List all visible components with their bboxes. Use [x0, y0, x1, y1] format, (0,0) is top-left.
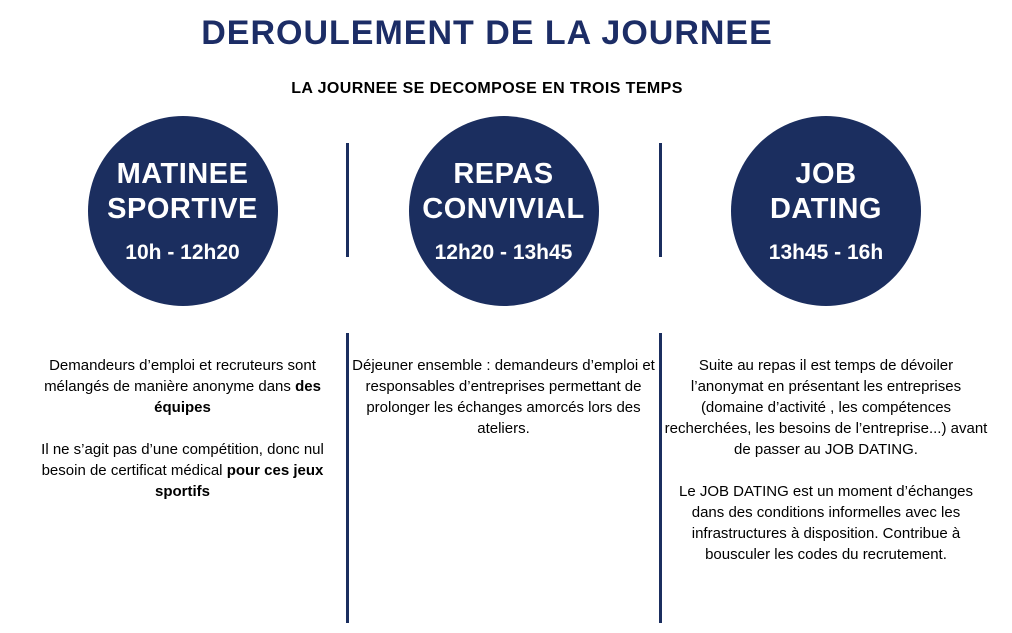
circle-title	[770, 157, 882, 228]
paragraph-bold-text: pour ces jeux sportifs	[154, 462, 324, 500]
circle-matinee-sportive	[88, 116, 278, 306]
circle-time: 13h45 - 16h	[768, 241, 884, 265]
circle-time: 12h20 - 13h45	[434, 241, 573, 265]
description-matinee-sportive	[20, 355, 345, 502]
paragraph-bold-text: des équipes	[154, 378, 321, 416]
divider-2-lower	[659, 333, 662, 623]
circle-title-line1: MATINEE	[116, 157, 249, 190]
column-matinee-sportive	[20, 116, 345, 502]
page-title: DEROULEMENT DE LA JOURNEE	[201, 14, 773, 52]
circle-repas-convivial	[409, 116, 599, 306]
circle-title-line1: REPAS	[453, 157, 554, 190]
paragraph	[20, 355, 345, 418]
paragraph-text: Déjeuner ensemble : demandeurs d’emploi et responsables d’entreprises permettant de prolonger les échanges amorcés lors des ateliers.	[352, 357, 655, 437]
circle-title-line2: SPORTIVE	[107, 193, 258, 225]
paragraph-text: Demandeurs d’emploi et recruteurs sont mélangés de manière anonyme dans	[44, 357, 316, 395]
paragraph	[20, 439, 345, 502]
header	[0, 0, 974, 98]
circle-title-line2: CONVIVIAL	[422, 193, 585, 225]
paragraph	[664, 481, 988, 565]
page-subtitle: LA JOURNEE SE DECOMPOSE EN TROIS TEMPS	[291, 80, 683, 97]
description-job-dating	[664, 355, 988, 565]
paragraph-text: Suite au repas il est temps de dévoiler l’anonymat en présentant les entreprises (domaine d’activité , les compétences recherchées, les besoins de l’entreprise...) avant de passer au JOB DATING.	[664, 357, 988, 458]
divider-1-lower	[346, 333, 349, 623]
paragraph	[352, 355, 655, 439]
circle-time: 10h - 12h20	[125, 241, 240, 265]
column-repas-convivial	[352, 116, 655, 439]
divider-2-upper	[659, 143, 662, 257]
circle-title	[422, 157, 584, 228]
paragraph	[664, 355, 988, 460]
description-repas-convivial	[352, 355, 655, 439]
circle-title-line1: JOB	[795, 157, 857, 190]
circle-title	[107, 157, 258, 228]
paragraph-text: Le JOB DATING est un moment d’échanges dans des conditions informelles avec les infrastructures à disposition. Contribue à bousculer les codes du recrutement.	[678, 483, 974, 563]
circle-job-dating	[731, 116, 921, 306]
paragraph-text: Il ne s’agit pas d’une compétition, donc nul besoin de certificat médical	[41, 441, 324, 479]
divider-1-upper	[346, 143, 349, 257]
circle-title-line2: DATING	[769, 193, 882, 225]
column-job-dating	[664, 116, 988, 565]
